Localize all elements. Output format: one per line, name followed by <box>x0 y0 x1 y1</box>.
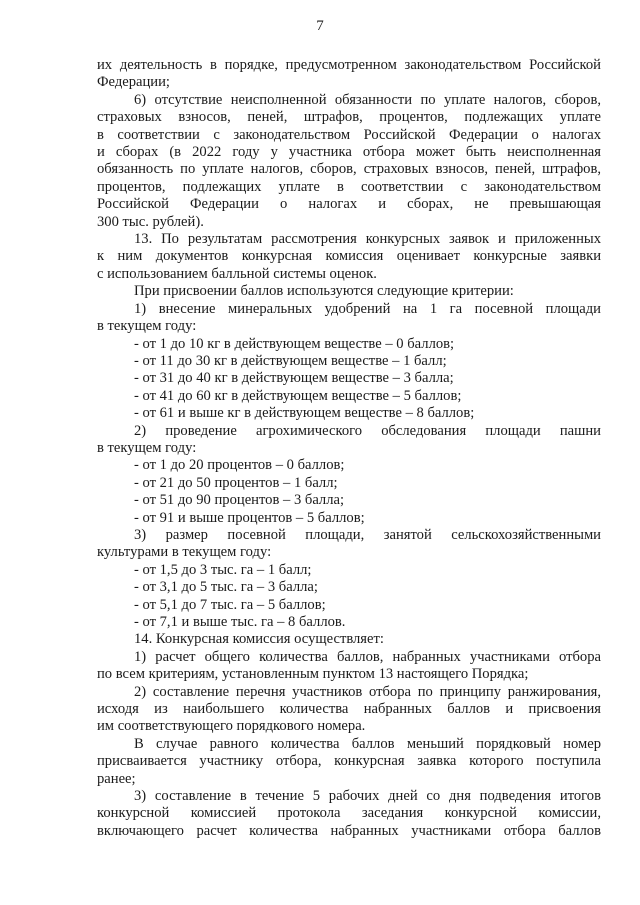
text-line: - от 41 до 60 кг в действующем веществе – 5 баллов; <box>134 387 462 404</box>
text-line: - от 3,1 до 5 тыс. га – 3 балла; <box>134 579 318 596</box>
text-line: исходя из наибольшего количества набранных баллов и присвоения <box>97 701 601 718</box>
document-body <box>97 57 601 840</box>
text-line: конкурсной комиссией протокола заседания конкурсной комиссии, <box>97 805 601 822</box>
text-line: - от 61 и выше кг в действующем веществе – 8 баллов; <box>134 405 475 422</box>
text-line: процентов, подлежащих уплате в соответствии с законодательством <box>97 178 601 195</box>
text-line: их деятельность в порядке, предусмотренном законодательством Российской <box>97 57 601 73</box>
text-line: с использованием балльной системы оценок. <box>97 265 377 282</box>
text-line: Российской Федерации о налогах и сборах, не превышающая <box>97 196 601 213</box>
text-line: При присвоении баллов используются следующие критерии: <box>134 283 514 300</box>
text-line: - от 91 и выше процентов – 5 баллов; <box>134 509 365 526</box>
text-line: 13. По результатам рассмотрения конкурсных заявок и приложенных <box>134 231 601 248</box>
text-line: 14. Конкурсная комиссия осуществляет: <box>134 631 384 648</box>
text-line: к ним документов конкурсная комиссия оценивает конкурсные заявки <box>97 248 601 265</box>
text-line: - от 21 до 50 процентов – 1 балл; <box>134 474 338 491</box>
text-line: 2) проведение агрохимического обследования площади пашни <box>134 422 601 439</box>
text-line: 3) размер посевной площади, занятой сельскохозяйственными <box>134 526 601 543</box>
text-line: ранее; <box>97 770 136 787</box>
text-line: 6) отсутствие неисполненной обязанности по уплате налогов, сборов, <box>134 91 601 108</box>
text-line: - от 51 до 90 процентов – 3 балла; <box>134 492 345 509</box>
text-line: - от 1 до 10 кг в действующем веществе – 0 баллов; <box>134 335 455 352</box>
text-line: им соответствующего порядкового номера. <box>97 718 366 735</box>
text-line: в текущем году: <box>97 318 197 335</box>
text-line: присваивается участнику отбора, конкурсная заявка которого поступила <box>97 753 601 770</box>
text-line: 1) расчет общего количества баллов, набранных участниками отбора <box>134 648 601 665</box>
text-line: в текущем году: <box>97 439 197 456</box>
text-line: культурами в текущем году: <box>97 544 272 561</box>
text-line: в соответствии с законодательством Российской Федерации о налогах <box>97 126 601 143</box>
text-line: страховых взносов, пеней, штрафов, процентов, подлежащих уплате <box>97 109 601 126</box>
text-line: - от 11 до 30 кг в действующем веществе – 1 балл; <box>134 352 447 369</box>
page-number: 7 <box>316 18 324 34</box>
text-line: включающего расчет количества набранных участниками отбора баллов <box>97 822 601 839</box>
text-line: 300 тыс. рублей). <box>97 213 204 230</box>
text-line: - от 1,5 до 3 тыс. га – 1 балл; <box>134 561 312 578</box>
text-line: и сборах (в 2022 году у участника отбора может быть неисполненная <box>97 144 601 161</box>
text-line: Федерации; <box>97 74 170 91</box>
text-line: по всем критериям, установленным пунктом 13 настоящего Порядка; <box>97 666 529 683</box>
text-line: В случае равного количества баллов меньший порядковый номер <box>134 735 601 752</box>
text-line: 2) составление перечня участников отбора по принципу ранжирования, <box>134 683 601 700</box>
text-line: - от 7,1 и выше тыс. га – 8 баллов. <box>134 614 346 630</box>
text-line: 3) составление в течение 5 рабочих дней со дня подведения итогов <box>134 788 601 805</box>
text-line: - от 31 до 40 кг в действующем веществе – 3 балла; <box>134 370 454 387</box>
text-line: обязанность по уплате налогов, сборов, страховых взносов, пеней, штрафов, <box>97 161 601 178</box>
text-line: 1) внесение минеральных удобрений на 1 га посевной площади <box>134 300 601 317</box>
text-line: - от 5,1 до 7 тыс. га – 5 баллов; <box>134 596 326 613</box>
text-line: - от 1 до 20 процентов – 0 баллов; <box>134 457 345 474</box>
